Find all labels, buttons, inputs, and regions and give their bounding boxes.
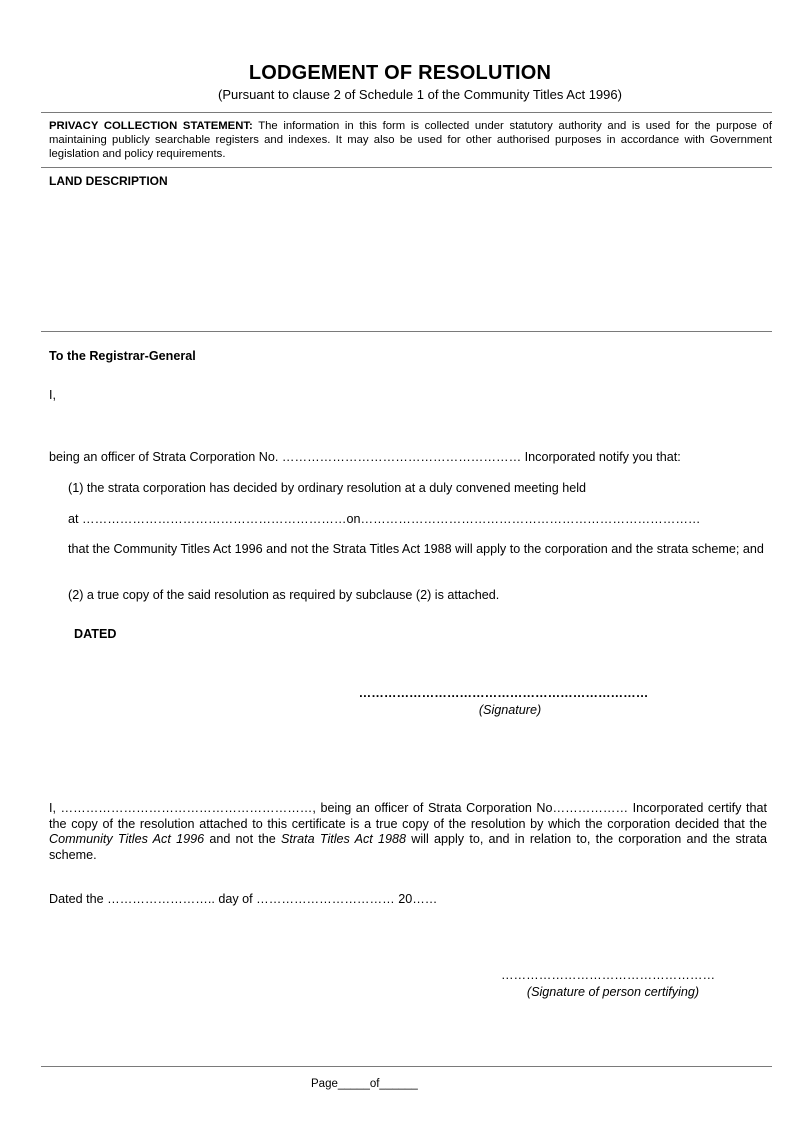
cert-dated-line: Dated the …………………….. day of …………………………… 20……: [49, 892, 438, 906]
page-subtitle: (Pursuant to clause 2 of Schedule 1 of the Community Titles Act 1996): [218, 87, 622, 102]
addressee: To the Registrar-General: [49, 349, 196, 363]
page-title: LODGEMENT OF RESOLUTION: [248, 62, 552, 84]
cert-signature-caption: (Signature of person certifying): [526, 985, 700, 999]
i-line: I,: [49, 388, 56, 402]
divider-top: [41, 112, 772, 113]
at-on-line: at ………………………………………………………on………………………………………………………………………: [68, 512, 701, 526]
privacy-statement: [49, 119, 772, 161]
cta-line: that the Community Titles Act 1996 and not the Strata Titles Act 1988 will apply to the corporation and the strata scheme; and: [68, 542, 764, 556]
page-number: Page_____of______: [311, 1078, 418, 1090]
certification-text: [49, 801, 767, 863]
land-description-label: LAND DESCRIPTION: [49, 174, 168, 188]
item-1: (1) the strata corporation has decided by ordinary resolution at a duly convened meeting held: [68, 481, 587, 495]
cert-part-1: I, ……………………………………………………, being an officer of Strata Corporation No……………… Incorporated certify that the copy of the resolution attached to this certificate is a true copy of the resolution by which the corporation decided that the: [49, 801, 767, 831]
divider-footer: [41, 1066, 772, 1067]
cert-act-2: Strata Titles Act 1988: [281, 832, 407, 846]
privacy-text: The information in this form is collected under statutory authority and is used for the purpose of maintaining publicly searchable registers and indexes. It may also be used for other authorised purposes in accordance with Government legislation and policy requirements.: [49, 120, 772, 160]
cert-signature-line: ……………………………………………: [500, 968, 716, 982]
cert-part-2: and not the: [204, 832, 282, 846]
officer-line: being an officer of Strata Corporation No. ………………………………………………… Incorporated notify you that:: [49, 450, 681, 464]
divider-privacy: [41, 167, 772, 168]
cert-part-3: will apply to, and in relation to, the corporation and the strata scheme.: [49, 832, 768, 862]
signature-caption: (Signature): [478, 703, 542, 717]
signature-line: ……………………………………………………………: [358, 686, 649, 700]
item-2: (2) a true copy of the said resolution as required by subclause (2) is attached.: [68, 588, 500, 602]
privacy-label: PRIVACY COLLECTION STATEMENT:: [49, 120, 253, 132]
divider-land: [41, 331, 772, 332]
dated-label: DATED: [74, 627, 117, 641]
cert-act-1: Community Titles Act 1996: [49, 832, 205, 846]
